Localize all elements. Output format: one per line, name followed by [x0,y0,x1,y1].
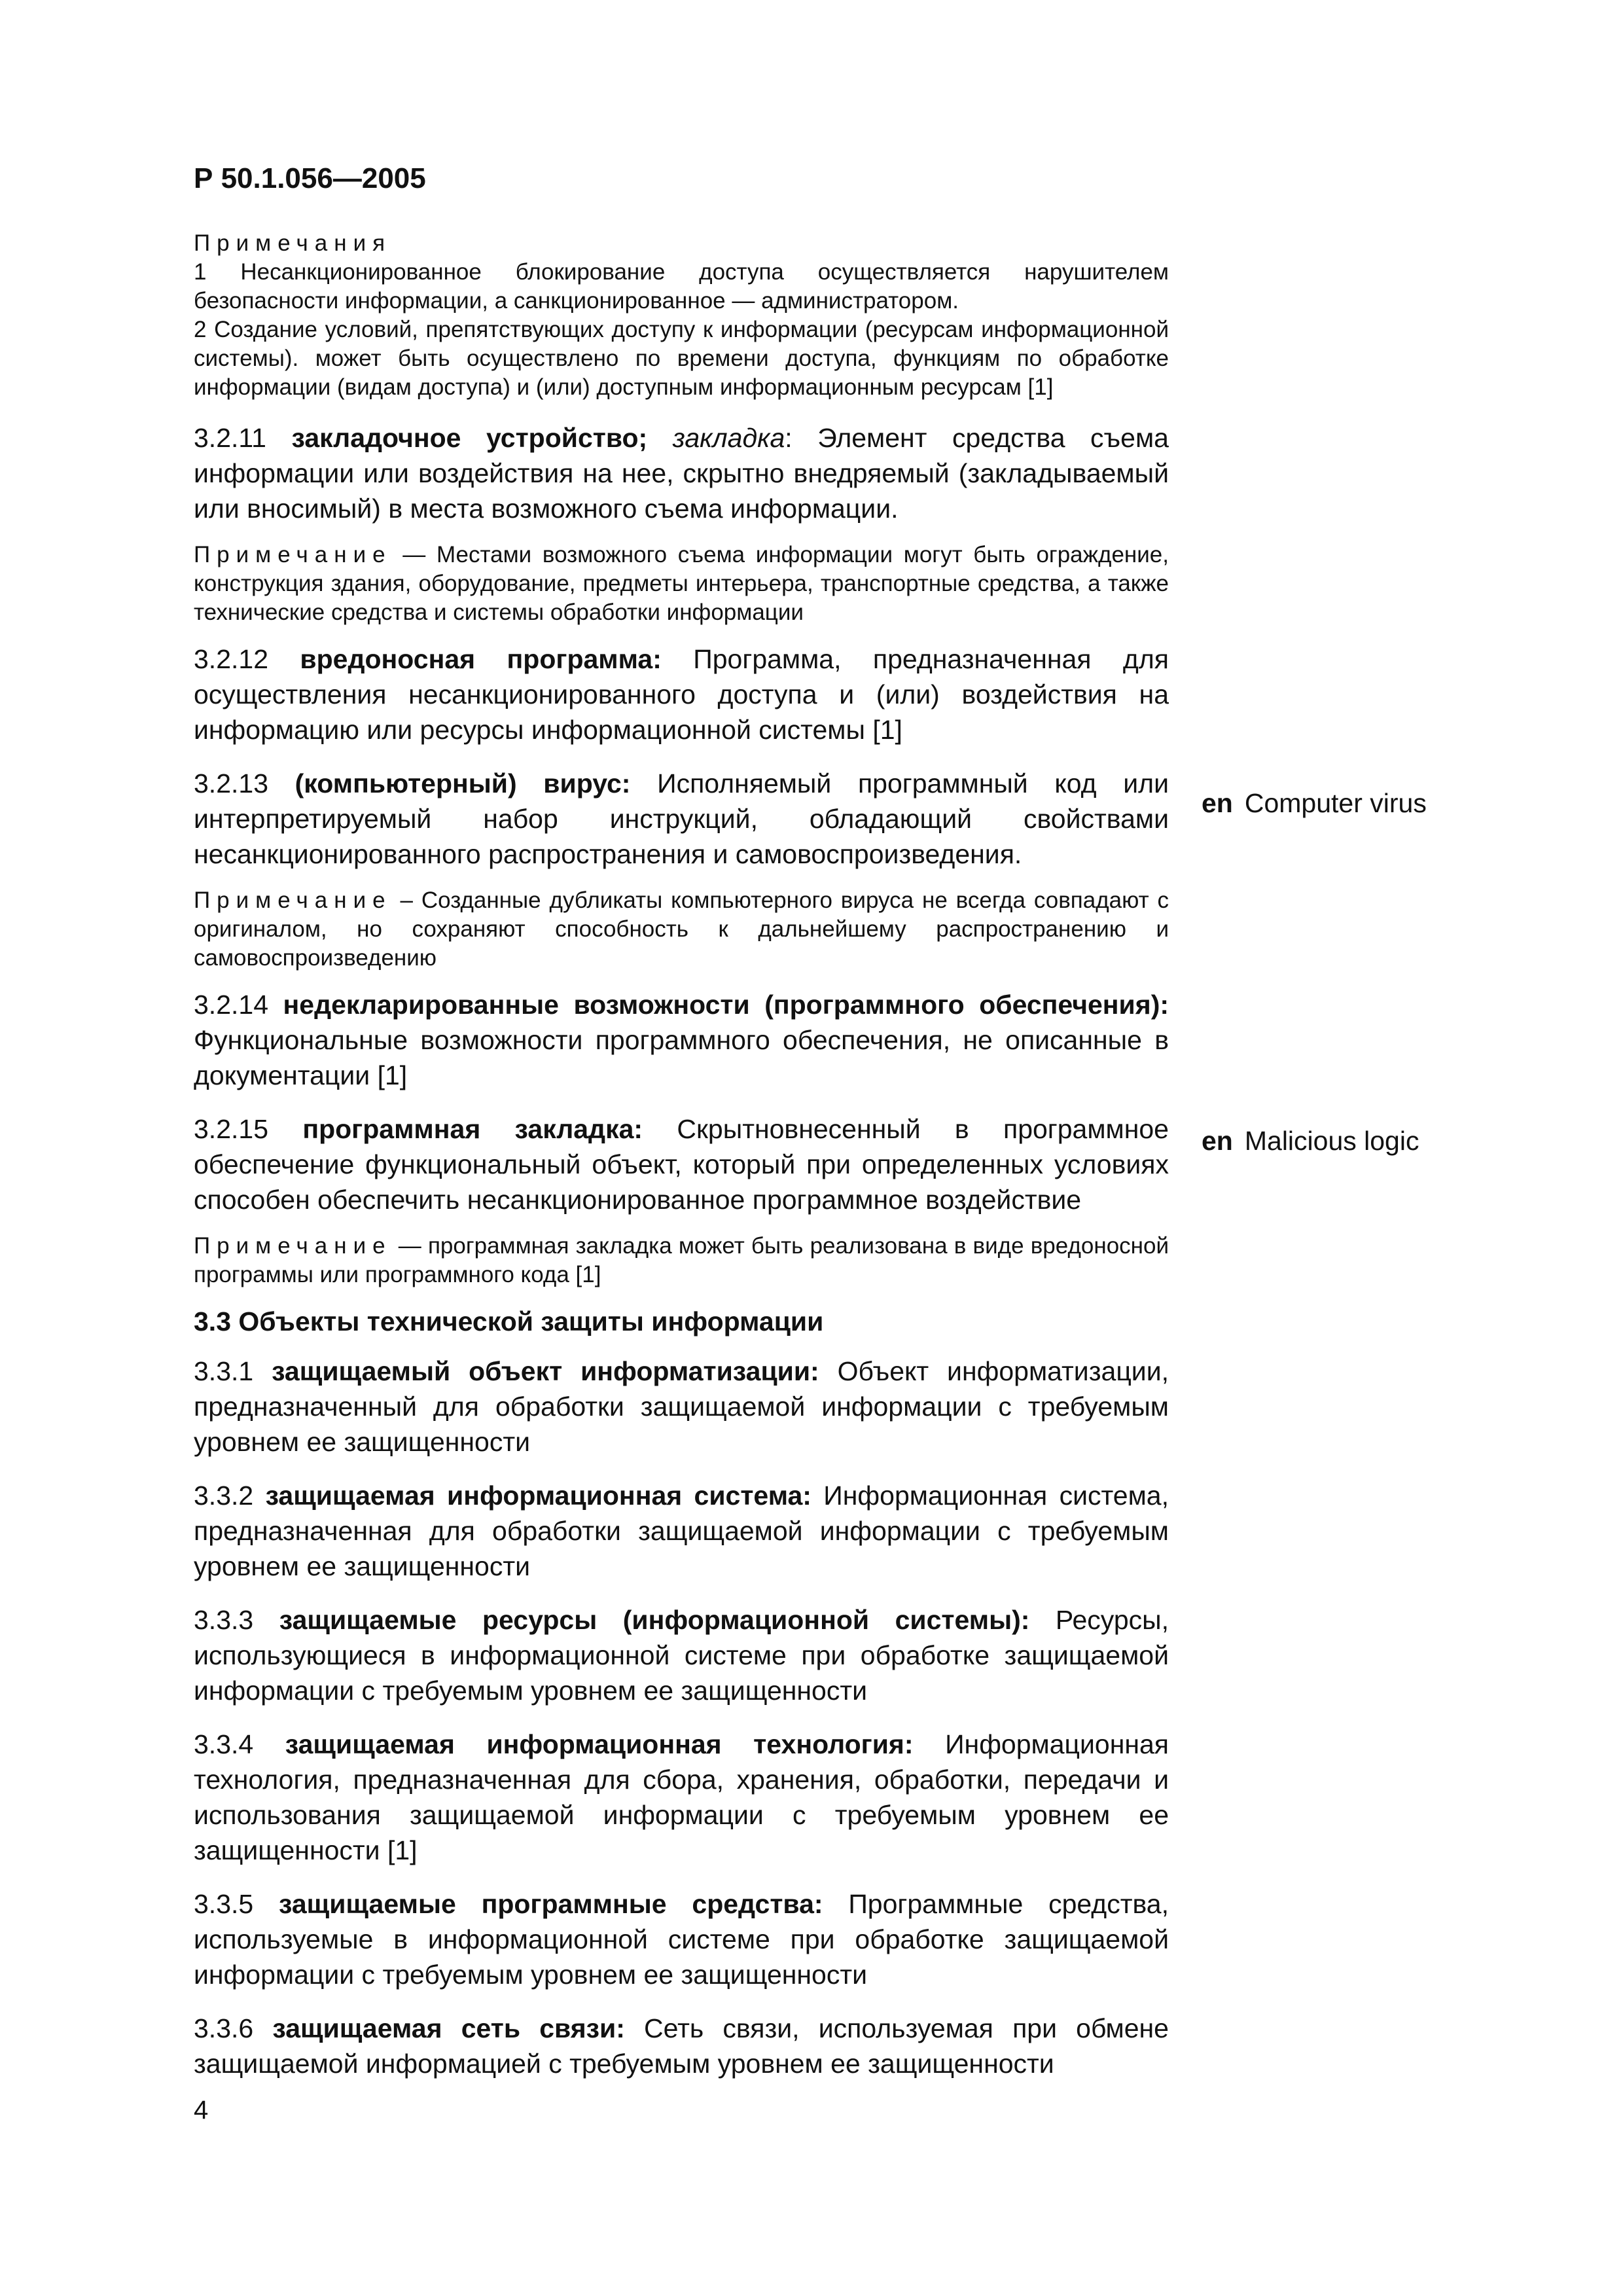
term-name: защищаемый объект информатизации: [272,1356,819,1386]
term-definition: Функциональные возможности программного обеспечения, не описанные в документации [1] [194,1025,1169,1090]
term-definition: Программные средства, используемые в информационной системе при обработке защищаемой информации с требуемым уровнем ее защищенности [194,1889,1169,1990]
note-text: — Местами возможного съема информации могут быть ограждение, конструкция здания, оборудование, предметы интерьера, транспортные средства, а также технические средства и системы обработки информации [194,542,1169,625]
english-term: Malicious logic [1244,1126,1419,1156]
term-number: 3.2.13 [194,768,268,798]
term-definition: Информационная технология, предназначенная для сбора, хранения, обработки, передачи и использования защищаемой информации с требуемым уровнем ее защищенности [1] [194,1729,1169,1865]
note-text: — программная закладка может быть реализована в виде вредоносной программы или программного кода [1] [194,1233,1169,1287]
term-number: 3.2.14 [194,990,268,1020]
document-number: Р 50.1.056—2005 [194,162,426,194]
term-name: закладочное устройство; [291,423,648,453]
term-synonym: закладка [672,423,785,453]
term-definition: Объект информатизации, предназначенный для обработки защищаемой информации с требуемым уровнем ее защищенности [194,1356,1169,1457]
term-name: защищаемая информационная система: [265,1480,812,1511]
note-3-2-11 [194,541,1169,627]
term-3-3-3 [194,1602,1169,1708]
term-name: (компьютерный) вирус: [294,768,631,798]
note-text: – Созданные дубликаты компьютерного вируса не всегда совпадают с оригиналом, но сохраняют способность к дальнейшему распространению и самовоспроизведению [194,888,1169,971]
term-definition: Скрытновнесенный в программное обеспечение функциональный объект, который при определенных условиях способен обеспечить несанкционированное программное воздействие [194,1114,1169,1215]
term-name: защищаемые ресурсы (информационной системы): [279,1605,1030,1635]
term-name: защищаемые программные средства: [279,1889,823,1919]
term-number: 3.3.3 [194,1605,254,1635]
term-number: 3.2.15 [194,1114,268,1144]
note-label: Примечание [194,888,392,913]
main-column [194,229,1169,2081]
notes-block [194,229,1169,402]
term-3-3-6 [194,2011,1169,2081]
term-definition: Информационная система, предназначенная для обработки защищаемой информации с требуемым уровнем ее защищенности [194,1480,1169,1581]
term-3-3-5 [194,1886,1169,1992]
note-label: Примечание [194,1233,392,1259]
term-3-3-1 [194,1354,1169,1460]
term-3-2-14 [194,987,1169,1093]
term-name: защищаемая информационная технология: [285,1729,914,1759]
term-definition: Сеть связи, используемая при обмене защищаемой информацией с требуемым уровнем ее защищенности [194,2013,1169,2079]
term-definition: Исполняемый программный код или интерпретируемый набор инструкций, обладающий свойствами несанкционированного распространения и самовоспроизведения. [194,768,1169,869]
language-code: en [1202,788,1233,818]
term-number: 3.3.2 [194,1480,254,1511]
term-definition: Ресурсы, использующиеся в информационной системе при обработке защищаемой информации с требуемым уровнем ее защищенности [194,1605,1169,1706]
term-number: 3.3.6 [194,2013,254,2043]
term-number: 3.3.5 [194,1889,254,1919]
term-3-2-12 [194,641,1169,747]
notes-title: Примечания [194,230,392,256]
term-name: программная закладка: [302,1114,643,1144]
term-3-3-4 [194,1727,1169,1868]
term-name: недекларированные возможности (программного обеспечения): [283,990,1169,1020]
term-number: 3.3.4 [194,1729,254,1759]
term-3-2-11 [194,420,1169,526]
term-3-2-15 [194,1111,1169,1217]
language-code: en [1202,1126,1233,1156]
note-label: Примечание [194,542,392,567]
term-name: вредоносная программа: [300,644,662,674]
english-equivalent-malicious-logic [1202,1123,1419,1158]
english-equivalent-virus [1202,785,1427,821]
note-2: 2 Создание условий, препятствующих доступу к информации (ресурсам информационной системы). может быть осуществлено по времени доступа, функциям по обработке информации (видам доступа) и (или) доступным информационным ресурсам [1] [194,317,1169,400]
page-number: 4 [194,2096,209,2125]
english-term: Computer virus [1244,788,1427,818]
term-number: 3.2.11 [194,423,266,453]
term-name: защищаемая сеть связи: [272,2013,625,2043]
term-number: 3.2.12 [194,644,268,674]
term-3-2-13 [194,766,1169,872]
term-definition: Программа, предназначенная для осуществления несанкционированного доступа и (или) воздействия на информацию или ресурсы информационной системы [1] [194,644,1169,745]
term-3-3-2 [194,1478,1169,1584]
section-heading-3-3: 3.3 Объекты технической защиты информации [194,1306,824,1336]
term-definition: : Элемент средства съема информации или воздействия на нее, скрытно внедряемый (закладываемый или вносимый) в места возможного съема информации. [194,423,1169,524]
note-3-2-15 [194,1232,1169,1289]
note-3-2-13 [194,886,1169,973]
note-1: 1 Несанкционированное блокирование доступа осуществляется нарушителем безопасности информации, а санкционированное — администратором. [194,259,1169,314]
term-number: 3.3.1 [194,1356,254,1386]
